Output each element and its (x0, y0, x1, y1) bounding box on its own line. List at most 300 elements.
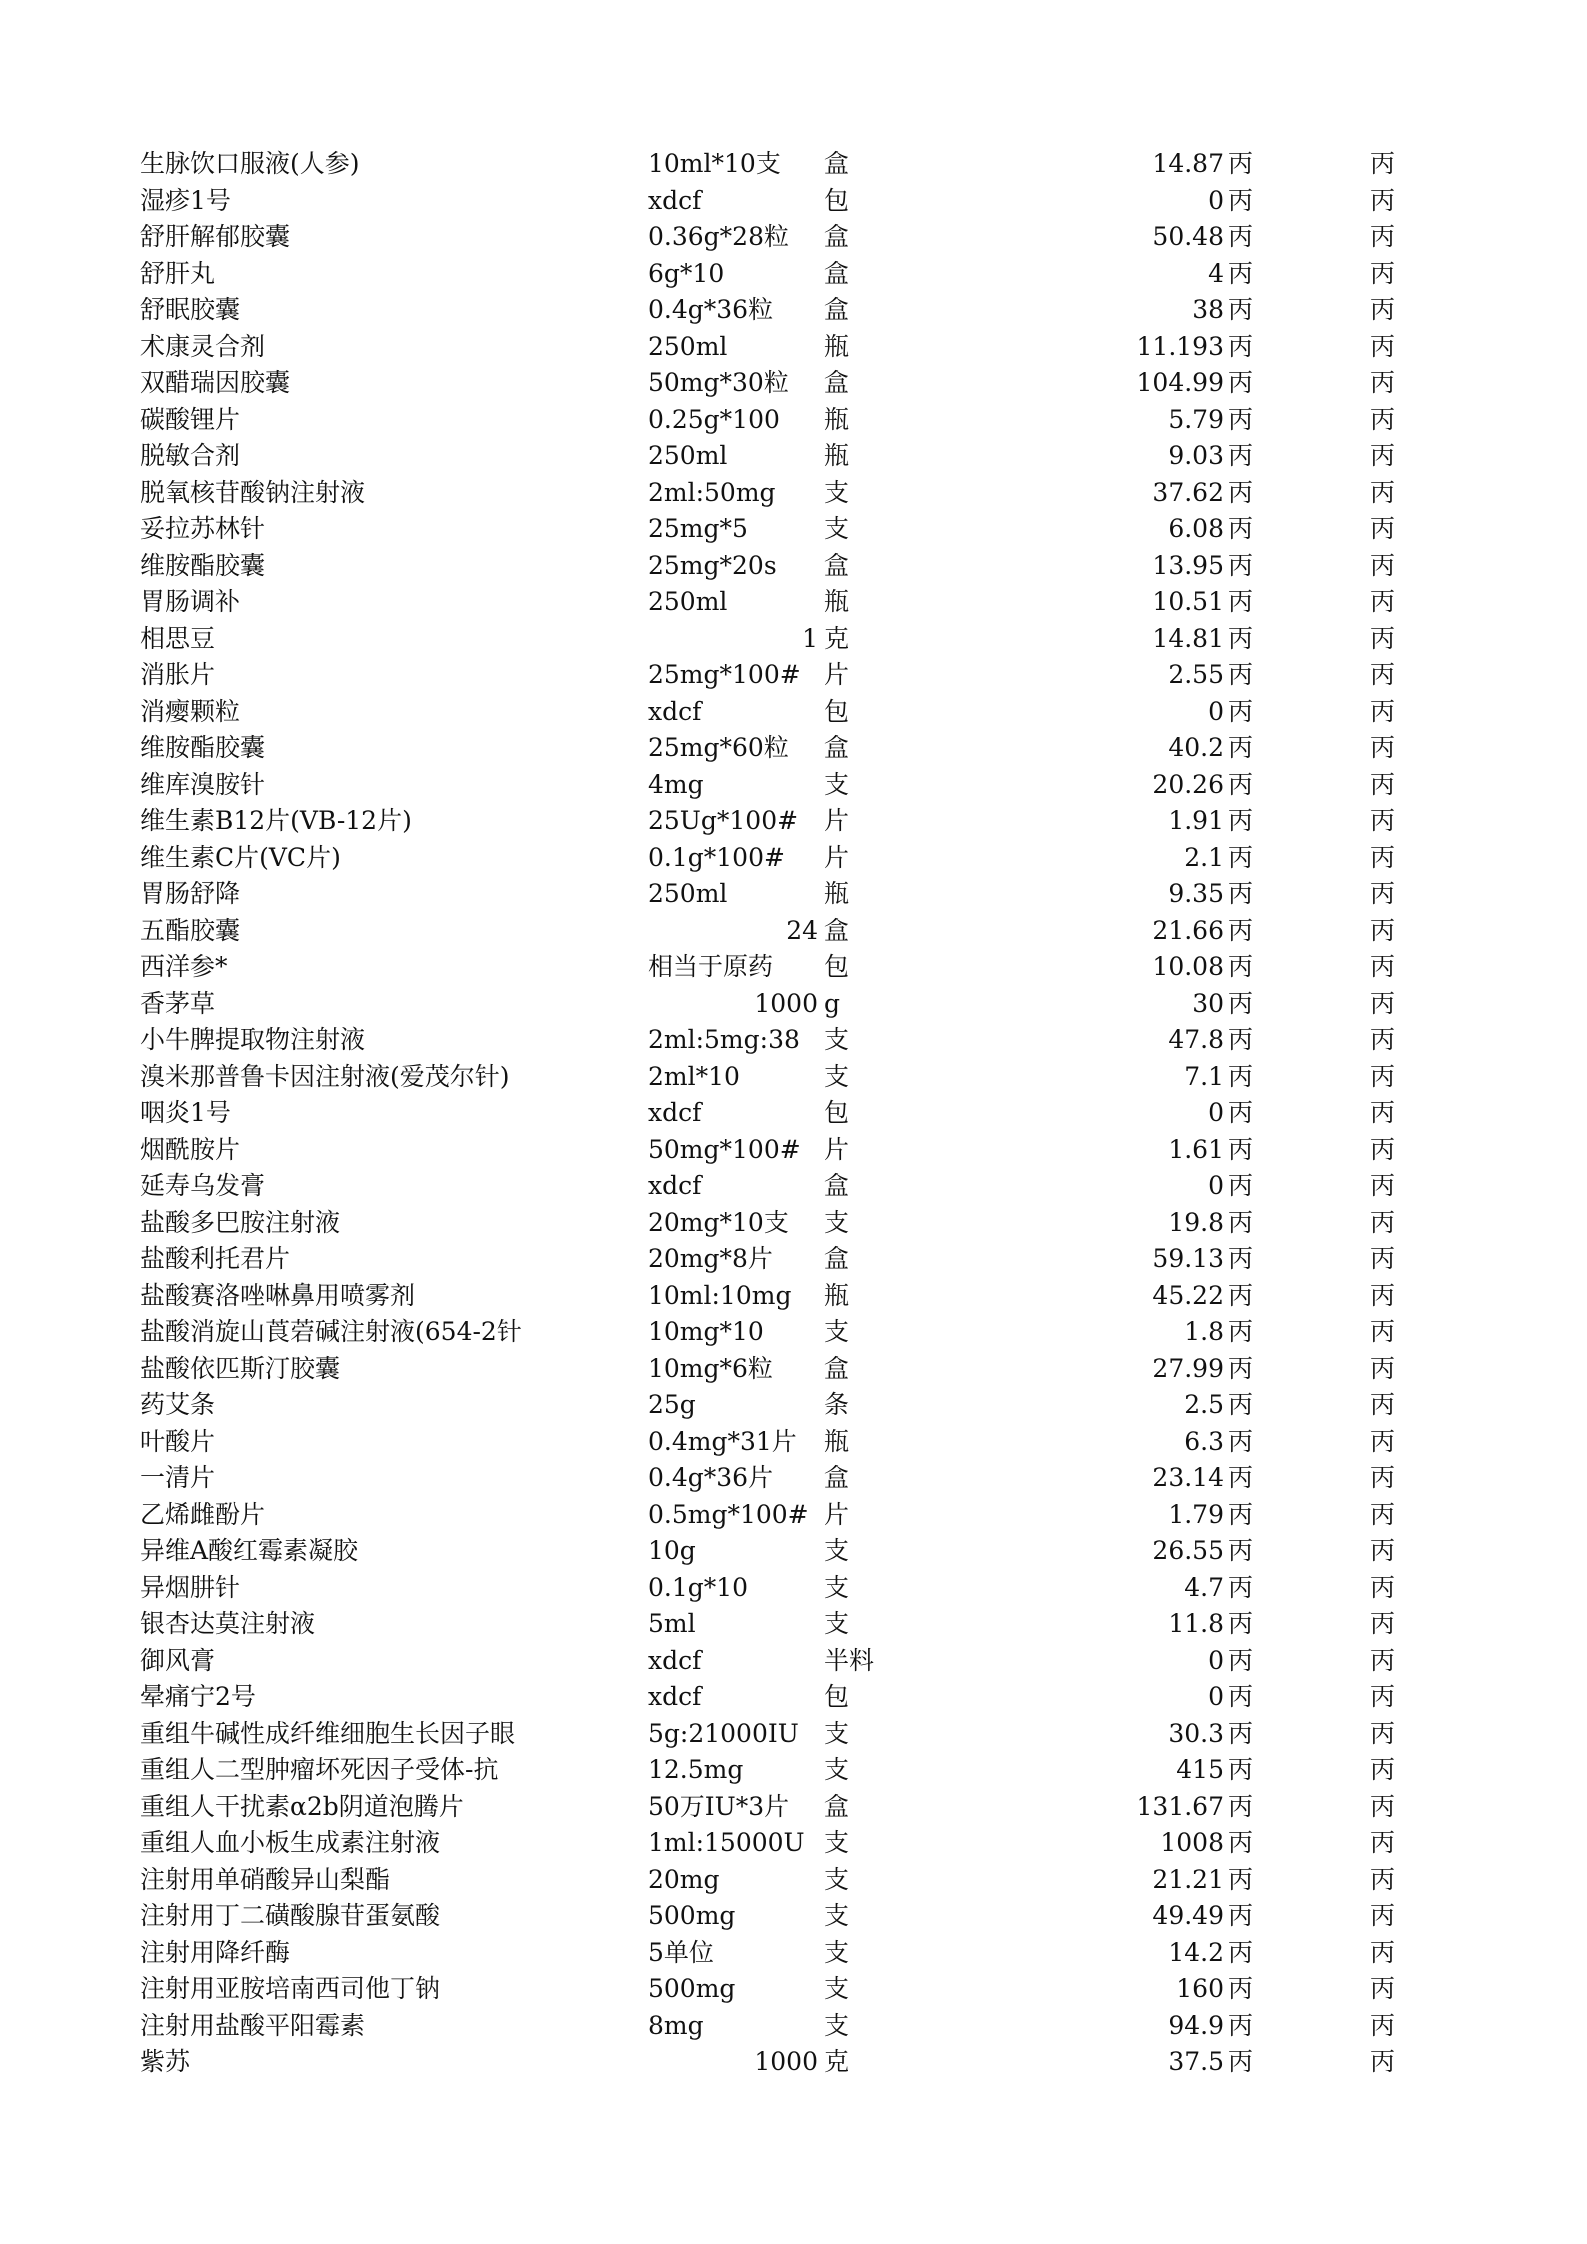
category-cell: 丙 (1370, 1901, 1396, 1930)
unit-cell: 支 (824, 1025, 850, 1054)
drug-name-cell: 烟酰胺片 (140, 1134, 241, 1164)
drug-name-cell: 妥拉苏林针 (140, 514, 266, 543)
category-cell: 丙 (1370, 1463, 1396, 1492)
table-row (140, 329, 1396, 366)
price-cell: 0 (1208, 1645, 1224, 1675)
table-row (140, 1606, 1396, 1643)
table-row (140, 1059, 1396, 1096)
drug-name-cell: 重组人干扰素α2b阴道泡腾片 (140, 1791, 464, 1821)
price-cell: 59.13 (1152, 1244, 1224, 1273)
category-cell: 丙 (1370, 550, 1396, 580)
drug-name-cell: 注射用单硝酸异山梨酯 (140, 1864, 391, 1894)
price-cell: 1008 (1160, 1828, 1224, 1857)
category-cell: 丙 (1370, 1134, 1396, 1164)
table-row (140, 1132, 1396, 1169)
category-cell: 丙 (1370, 1937, 1396, 1967)
category-cell: 丙 (1228, 915, 1254, 945)
unit-cell: 支 (824, 1609, 850, 1638)
spec-cell: xdcf (648, 696, 702, 726)
category-cell: 丙 (1228, 149, 1254, 178)
drug-name-cell: 舒眠胶囊 (140, 295, 241, 324)
table-row (140, 2044, 1396, 2081)
category-cell: 丙 (1228, 258, 1254, 288)
price-cell: 0 (1208, 185, 1224, 215)
spec-cell: 2ml:5mg:38 (648, 1025, 800, 1054)
spec-cell: 1000 (754, 988, 818, 1018)
table-row (140, 475, 1396, 512)
category-cell: 丙 (1370, 1426, 1396, 1456)
category-cell: 丙 (1370, 404, 1396, 434)
drug-name-cell: 消胀片 (140, 660, 216, 689)
unit-cell: 支 (824, 1572, 850, 1602)
table-row (140, 1278, 1396, 1315)
category-cell: 丙 (1228, 1426, 1254, 1456)
category-cell: 丙 (1370, 1207, 1396, 1237)
category-cell: 丙 (1370, 806, 1396, 835)
category-cell: 丙 (1370, 1061, 1396, 1091)
drug-name-cell: 盐酸消旋山莨菪碱注射液(654-2针 (140, 1317, 522, 1346)
unit-cell: 片 (824, 1134, 850, 1164)
price-cell: 14.2 (1168, 1937, 1224, 1967)
drug-name-cell: 消瘿颗粒 (140, 696, 241, 726)
drug-name-cell: 香茅草 (140, 988, 216, 1018)
category-cell: 丙 (1228, 952, 1254, 981)
drug-name-cell: 小牛脾提取物注射液 (140, 1025, 366, 1054)
category-cell: 丙 (1370, 733, 1396, 762)
price-cell: 0 (1208, 1098, 1224, 1127)
table-row (140, 1497, 1396, 1534)
drug-name-cell: 胃肠调补 (140, 587, 241, 616)
drug-name-cell: 维生素C片(VC片) (140, 842, 341, 872)
price-cell: 40.2 (1168, 733, 1224, 762)
category-cell: 丙 (1370, 660, 1396, 689)
category-cell: 丙 (1228, 295, 1254, 324)
spec-cell: 25Ug*100# (648, 806, 799, 835)
drug-name-cell: 重组牛碱性成纤维细胞生长因子眼 (140, 1718, 516, 1748)
unit-cell: 支 (824, 1864, 850, 1894)
spec-cell: 2ml*10 (648, 1061, 740, 1091)
price-cell: 21.21 (1152, 1864, 1224, 1894)
price-cell: 37.5 (1168, 2047, 1224, 2076)
category-cell: 丙 (1370, 696, 1396, 726)
drug-name-cell: 维生素B12片(VB-12片) (140, 806, 412, 835)
table-row (140, 1533, 1396, 1570)
category-cell: 丙 (1370, 587, 1396, 616)
drug-name-cell: 溴米那普鲁卡因注射液(爱茂尔针) (140, 1061, 510, 1091)
category-cell: 丙 (1228, 587, 1254, 616)
unit-cell: 瓶 (824, 1280, 850, 1310)
unit-cell: 包 (824, 696, 850, 726)
spec-cell: 50万IU*3片 (648, 1791, 790, 1821)
category-cell: 丙 (1370, 1718, 1396, 1748)
table-row (140, 1387, 1396, 1424)
spec-cell: 250ml (648, 587, 728, 616)
table-row (140, 1935, 1396, 1972)
spec-cell: 10ml*10支 (648, 149, 781, 178)
category-cell: 丙 (1228, 1061, 1254, 1091)
unit-cell: 盒 (824, 1244, 850, 1273)
price-cell: 6.08 (1168, 514, 1224, 543)
drug-name-cell: 双醋瑞因胶囊 (140, 368, 291, 397)
price-cell: 20.26 (1152, 769, 1224, 799)
unit-cell: 瓶 (824, 587, 850, 616)
unit-cell: 瓶 (824, 331, 850, 361)
spec-cell: 500mg (648, 1974, 736, 2003)
table-row (140, 1825, 1396, 1862)
price-cell: 1.79 (1168, 1499, 1224, 1529)
table-row (140, 1241, 1396, 1278)
category-cell: 丙 (1228, 368, 1254, 397)
price-cell: 45.22 (1152, 1280, 1224, 1310)
unit-cell: 盒 (824, 368, 850, 397)
drug-name-cell: 重组人血小板生成素注射液 (140, 1828, 441, 1857)
category-cell: 丙 (1370, 1536, 1396, 1565)
price-cell: 49.49 (1152, 1901, 1224, 1930)
unit-cell: 包 (824, 952, 850, 981)
unit-cell: 片 (824, 842, 850, 872)
category-cell: 丙 (1228, 404, 1254, 434)
spec-cell: 24 (786, 915, 818, 945)
category-cell: 丙 (1228, 1244, 1254, 1273)
category-cell: 丙 (1228, 1901, 1254, 1930)
unit-cell: 盒 (824, 1353, 850, 1383)
category-cell: 丙 (1228, 1572, 1254, 1602)
category-cell: 丙 (1228, 477, 1254, 507)
spec-cell: 50mg*30粒 (648, 368, 789, 397)
table-row (140, 1460, 1396, 1497)
spec-cell: 4mg (648, 769, 704, 799)
price-cell: 30.3 (1168, 1718, 1224, 1748)
category-cell: 丙 (1228, 1828, 1254, 1857)
unit-cell: 盒 (824, 550, 850, 580)
drug-price-table (140, 146, 1396, 2081)
table-row (140, 1789, 1396, 1826)
spec-cell: 0.1g*100# (648, 842, 785, 872)
spec-cell: 50mg*100# (648, 1134, 801, 1164)
category-cell: 丙 (1370, 1098, 1396, 1127)
category-cell: 丙 (1228, 1536, 1254, 1565)
drug-name-cell: 盐酸依匹斯汀胶囊 (140, 1353, 341, 1383)
spec-cell: 25mg*60粒 (648, 733, 789, 762)
table-row (140, 1314, 1396, 1351)
spec-cell: 20mg*10支 (648, 1207, 789, 1237)
price-cell: 14.87 (1152, 149, 1224, 178)
price-cell: 1.91 (1168, 806, 1224, 835)
category-cell: 丙 (1228, 1645, 1254, 1675)
category-cell: 丙 (1228, 1864, 1254, 1894)
unit-cell: 支 (824, 514, 850, 543)
unit-cell: g (824, 988, 841, 1018)
category-cell: 丙 (1228, 1718, 1254, 1748)
price-cell: 1.61 (1168, 1134, 1224, 1164)
table-row (140, 402, 1396, 439)
category-cell: 丙 (1370, 1755, 1396, 1784)
table-row (140, 146, 1396, 183)
drug-name-cell: 紫苏 (140, 2047, 191, 2076)
unit-cell: 瓶 (824, 404, 850, 434)
category-cell: 丙 (1370, 1025, 1396, 1054)
drug-name-cell: 维库溴胺针 (140, 769, 266, 799)
drug-name-cell: 盐酸利托君片 (140, 1244, 291, 1273)
table-row (140, 1022, 1396, 1059)
table-row (140, 1862, 1396, 1899)
unit-cell: 支 (824, 1828, 850, 1857)
category-cell: 丙 (1370, 1499, 1396, 1529)
price-cell: 5.79 (1168, 404, 1224, 434)
unit-cell: 盒 (824, 258, 850, 288)
table-row (140, 1424, 1396, 1461)
price-cell: 27.99 (1152, 1353, 1224, 1383)
table-row (140, 183, 1396, 220)
unit-cell: 克 (824, 623, 850, 653)
category-cell: 丙 (1228, 988, 1254, 1018)
spec-cell: 500mg (648, 1901, 736, 1930)
spec-cell: 1 (802, 623, 818, 653)
unit-cell: 盒 (824, 222, 850, 251)
category-cell: 丙 (1370, 258, 1396, 288)
unit-cell: 盒 (824, 149, 850, 178)
category-cell: 丙 (1228, 1755, 1254, 1784)
category-cell: 丙 (1228, 1390, 1254, 1419)
price-cell: 9.03 (1168, 441, 1224, 470)
drug-name-cell: 乙烯雌酚片 (140, 1499, 266, 1529)
table-row (140, 949, 1396, 986)
table-row (140, 1971, 1396, 2008)
table-row (140, 1168, 1396, 1205)
category-cell: 丙 (1228, 1682, 1254, 1711)
table-row (140, 511, 1396, 548)
spec-cell: 0.36g*28粒 (648, 222, 789, 251)
drug-name-cell: 维胺酯胶囊 (140, 733, 266, 762)
category-cell: 丙 (1370, 879, 1396, 908)
drug-name-cell: 御风膏 (140, 1645, 216, 1675)
table-row (140, 1643, 1396, 1680)
price-cell: 21.66 (1152, 915, 1224, 945)
table-row (140, 2008, 1396, 2045)
category-cell: 丙 (1228, 441, 1254, 470)
drug-name-cell: 五酯胶囊 (140, 915, 241, 945)
price-cell: 11.193 (1136, 331, 1224, 361)
category-cell: 丙 (1228, 331, 1254, 361)
category-cell: 丙 (1370, 1280, 1396, 1310)
category-cell: 丙 (1370, 842, 1396, 872)
table-row (140, 1679, 1396, 1716)
spec-cell: 0.4g*36粒 (648, 295, 774, 324)
spec-cell: xdcf (648, 1098, 702, 1127)
category-cell: 丙 (1370, 988, 1396, 1018)
price-cell: 9.35 (1168, 879, 1224, 908)
drug-name-cell: 生脉饮口服液(人参) (140, 149, 360, 178)
drug-name-cell: 湿疹1号 (140, 185, 231, 215)
spec-cell: 0.25g*100 (648, 404, 780, 434)
category-cell: 丙 (1370, 2047, 1396, 2076)
category-cell: 丙 (1228, 1974, 1254, 2003)
drug-name-cell: 维胺酯胶囊 (140, 550, 266, 580)
unit-cell: 片 (824, 806, 850, 835)
table-row (140, 292, 1396, 329)
spec-cell: 10mg*6粒 (648, 1353, 773, 1383)
price-cell: 38 (1192, 295, 1224, 324)
category-cell: 丙 (1370, 295, 1396, 324)
unit-cell: 支 (824, 769, 850, 799)
table-row (140, 1205, 1396, 1242)
unit-cell: 支 (824, 1061, 850, 1091)
drug-name-cell: 银杏达莫注射液 (140, 1609, 316, 1638)
category-cell: 丙 (1228, 1791, 1254, 1821)
spec-cell: xdcf (648, 185, 702, 215)
unit-cell: 条 (824, 1390, 850, 1419)
table-row (140, 621, 1396, 658)
category-cell: 丙 (1370, 1828, 1396, 1857)
drug-name-cell: 异维A酸红霉素凝胶 (140, 1536, 359, 1565)
spec-cell: 10g (648, 1536, 696, 1565)
table-row (140, 1095, 1396, 1132)
category-cell: 丙 (1370, 1171, 1396, 1200)
category-cell: 丙 (1228, 696, 1254, 726)
price-cell: 104.99 (1136, 368, 1224, 397)
unit-cell: 盒 (824, 1463, 850, 1492)
price-cell: 0 (1208, 1682, 1224, 1711)
drug-name-cell: 脱敏合剂 (140, 441, 241, 470)
unit-cell: 包 (824, 1098, 850, 1127)
price-cell: 14.81 (1152, 623, 1224, 653)
drug-name-cell: 西洋参* (140, 952, 228, 981)
unit-cell: 支 (824, 1755, 850, 1784)
unit-cell: 盒 (824, 1171, 850, 1200)
spec-cell: 0.4mg*31片 (648, 1426, 797, 1456)
price-cell: 10.08 (1152, 952, 1224, 981)
category-cell: 丙 (1370, 1791, 1396, 1821)
drug-name-cell: 药艾条 (140, 1390, 216, 1419)
unit-cell: 支 (824, 1937, 850, 1967)
drug-name-cell: 注射用亚胺培南西司他丁钠 (140, 1974, 441, 2003)
category-cell: 丙 (1228, 1499, 1254, 1529)
drug-name-cell: 异烟肼针 (140, 1572, 241, 1602)
drug-name-cell: 一清片 (140, 1463, 216, 1492)
drug-name-cell: 盐酸多巴胺注射液 (140, 1207, 341, 1237)
category-cell: 丙 (1370, 368, 1396, 397)
table-row (140, 548, 1396, 585)
price-cell: 26.55 (1152, 1536, 1224, 1565)
category-cell: 丙 (1228, 2010, 1254, 2040)
category-cell: 丙 (1370, 1244, 1396, 1273)
unit-cell: 片 (824, 1499, 850, 1529)
spec-cell: 1000 (754, 2047, 818, 2076)
drug-name-cell: 叶酸片 (140, 1426, 216, 1456)
price-cell: 160 (1176, 1974, 1224, 2003)
price-cell: 131.67 (1136, 1791, 1224, 1821)
category-cell: 丙 (1228, 1098, 1254, 1127)
drug-name-cell: 注射用降纤酶 (140, 1937, 291, 1967)
category-cell: 丙 (1228, 623, 1254, 653)
unit-cell: 支 (824, 1901, 850, 1930)
price-cell: 4.7 (1184, 1572, 1224, 1602)
category-cell: 丙 (1228, 1609, 1254, 1638)
category-cell: 丙 (1370, 1974, 1396, 2003)
unit-cell: 支 (824, 1207, 850, 1237)
drug-name-cell: 晕痛宁2号 (140, 1682, 256, 1711)
category-cell: 丙 (1228, 842, 1254, 872)
price-cell: 2.5 (1184, 1390, 1224, 1419)
price-cell: 10.51 (1152, 587, 1224, 616)
spec-cell: xdcf (648, 1171, 702, 1200)
category-cell: 丙 (1370, 441, 1396, 470)
table-row (140, 840, 1396, 877)
unit-cell: 盒 (824, 1791, 850, 1821)
category-cell: 丙 (1370, 915, 1396, 945)
table-row (140, 256, 1396, 293)
table-row (140, 219, 1396, 256)
unit-cell: 瓶 (824, 441, 850, 470)
price-cell: 13.95 (1152, 550, 1224, 580)
table-row (140, 803, 1396, 840)
table-row (140, 1570, 1396, 1607)
category-cell: 丙 (1370, 1609, 1396, 1638)
spec-cell: 250ml (648, 331, 728, 361)
table-row (140, 730, 1396, 767)
category-cell: 丙 (1228, 514, 1254, 543)
category-cell: 丙 (1228, 550, 1254, 580)
unit-cell: 片 (824, 660, 850, 689)
table-row (140, 365, 1396, 402)
unit-cell: 盒 (824, 915, 850, 945)
spec-cell: 8mg (648, 2010, 704, 2040)
category-cell: 丙 (1228, 1353, 1254, 1383)
unit-cell: 包 (824, 1682, 850, 1711)
spec-cell: 20mg (648, 1864, 720, 1894)
category-cell: 丙 (1228, 222, 1254, 251)
unit-cell: 克 (824, 2047, 850, 2076)
drug-name-cell: 重组人二型肿瘤坏死因子受体-抗 (140, 1755, 499, 1784)
category-cell: 丙 (1370, 514, 1396, 543)
price-cell: 0 (1208, 696, 1224, 726)
price-cell: 37.62 (1152, 477, 1224, 507)
spec-cell: 10mg*10 (648, 1317, 764, 1346)
table-row (140, 1351, 1396, 1388)
category-cell: 丙 (1228, 1463, 1254, 1492)
spec-cell: 25mg*5 (648, 514, 748, 543)
unit-cell: 支 (824, 1974, 850, 2003)
spec-cell: 250ml (648, 879, 728, 908)
spec-cell: 0.4g*36片 (648, 1463, 774, 1492)
drug-name-cell: 舒肝解郁胶囊 (140, 222, 291, 251)
category-cell: 丙 (1228, 1025, 1254, 1054)
table-row (140, 438, 1396, 475)
category-cell: 丙 (1228, 769, 1254, 799)
drug-name-cell: 胃肠舒降 (140, 879, 241, 908)
drug-name-cell: 碳酸锂片 (140, 404, 241, 434)
drug-name-cell: 盐酸赛洛唑啉鼻用喷雾剂 (140, 1280, 416, 1310)
table-row (140, 767, 1396, 804)
spec-cell: 6g*10 (648, 258, 725, 288)
category-cell: 丙 (1370, 149, 1396, 178)
spec-cell: 2ml:50mg (648, 477, 776, 507)
spec-cell: 0.1g*10 (648, 1572, 749, 1602)
price-cell: 0 (1208, 1171, 1224, 1200)
category-cell: 丙 (1228, 1937, 1254, 1967)
unit-cell: 瓶 (824, 1426, 850, 1456)
category-cell: 丙 (1228, 185, 1254, 215)
category-cell: 丙 (1370, 477, 1396, 507)
category-cell: 丙 (1228, 733, 1254, 762)
spec-cell: 12.5mg (648, 1755, 744, 1784)
category-cell: 丙 (1370, 1864, 1396, 1894)
table-row (140, 584, 1396, 621)
category-cell: 丙 (1370, 331, 1396, 361)
price-cell: 19.8 (1168, 1207, 1224, 1237)
spec-cell: 25g (648, 1390, 696, 1419)
unit-cell: 瓶 (824, 879, 850, 908)
